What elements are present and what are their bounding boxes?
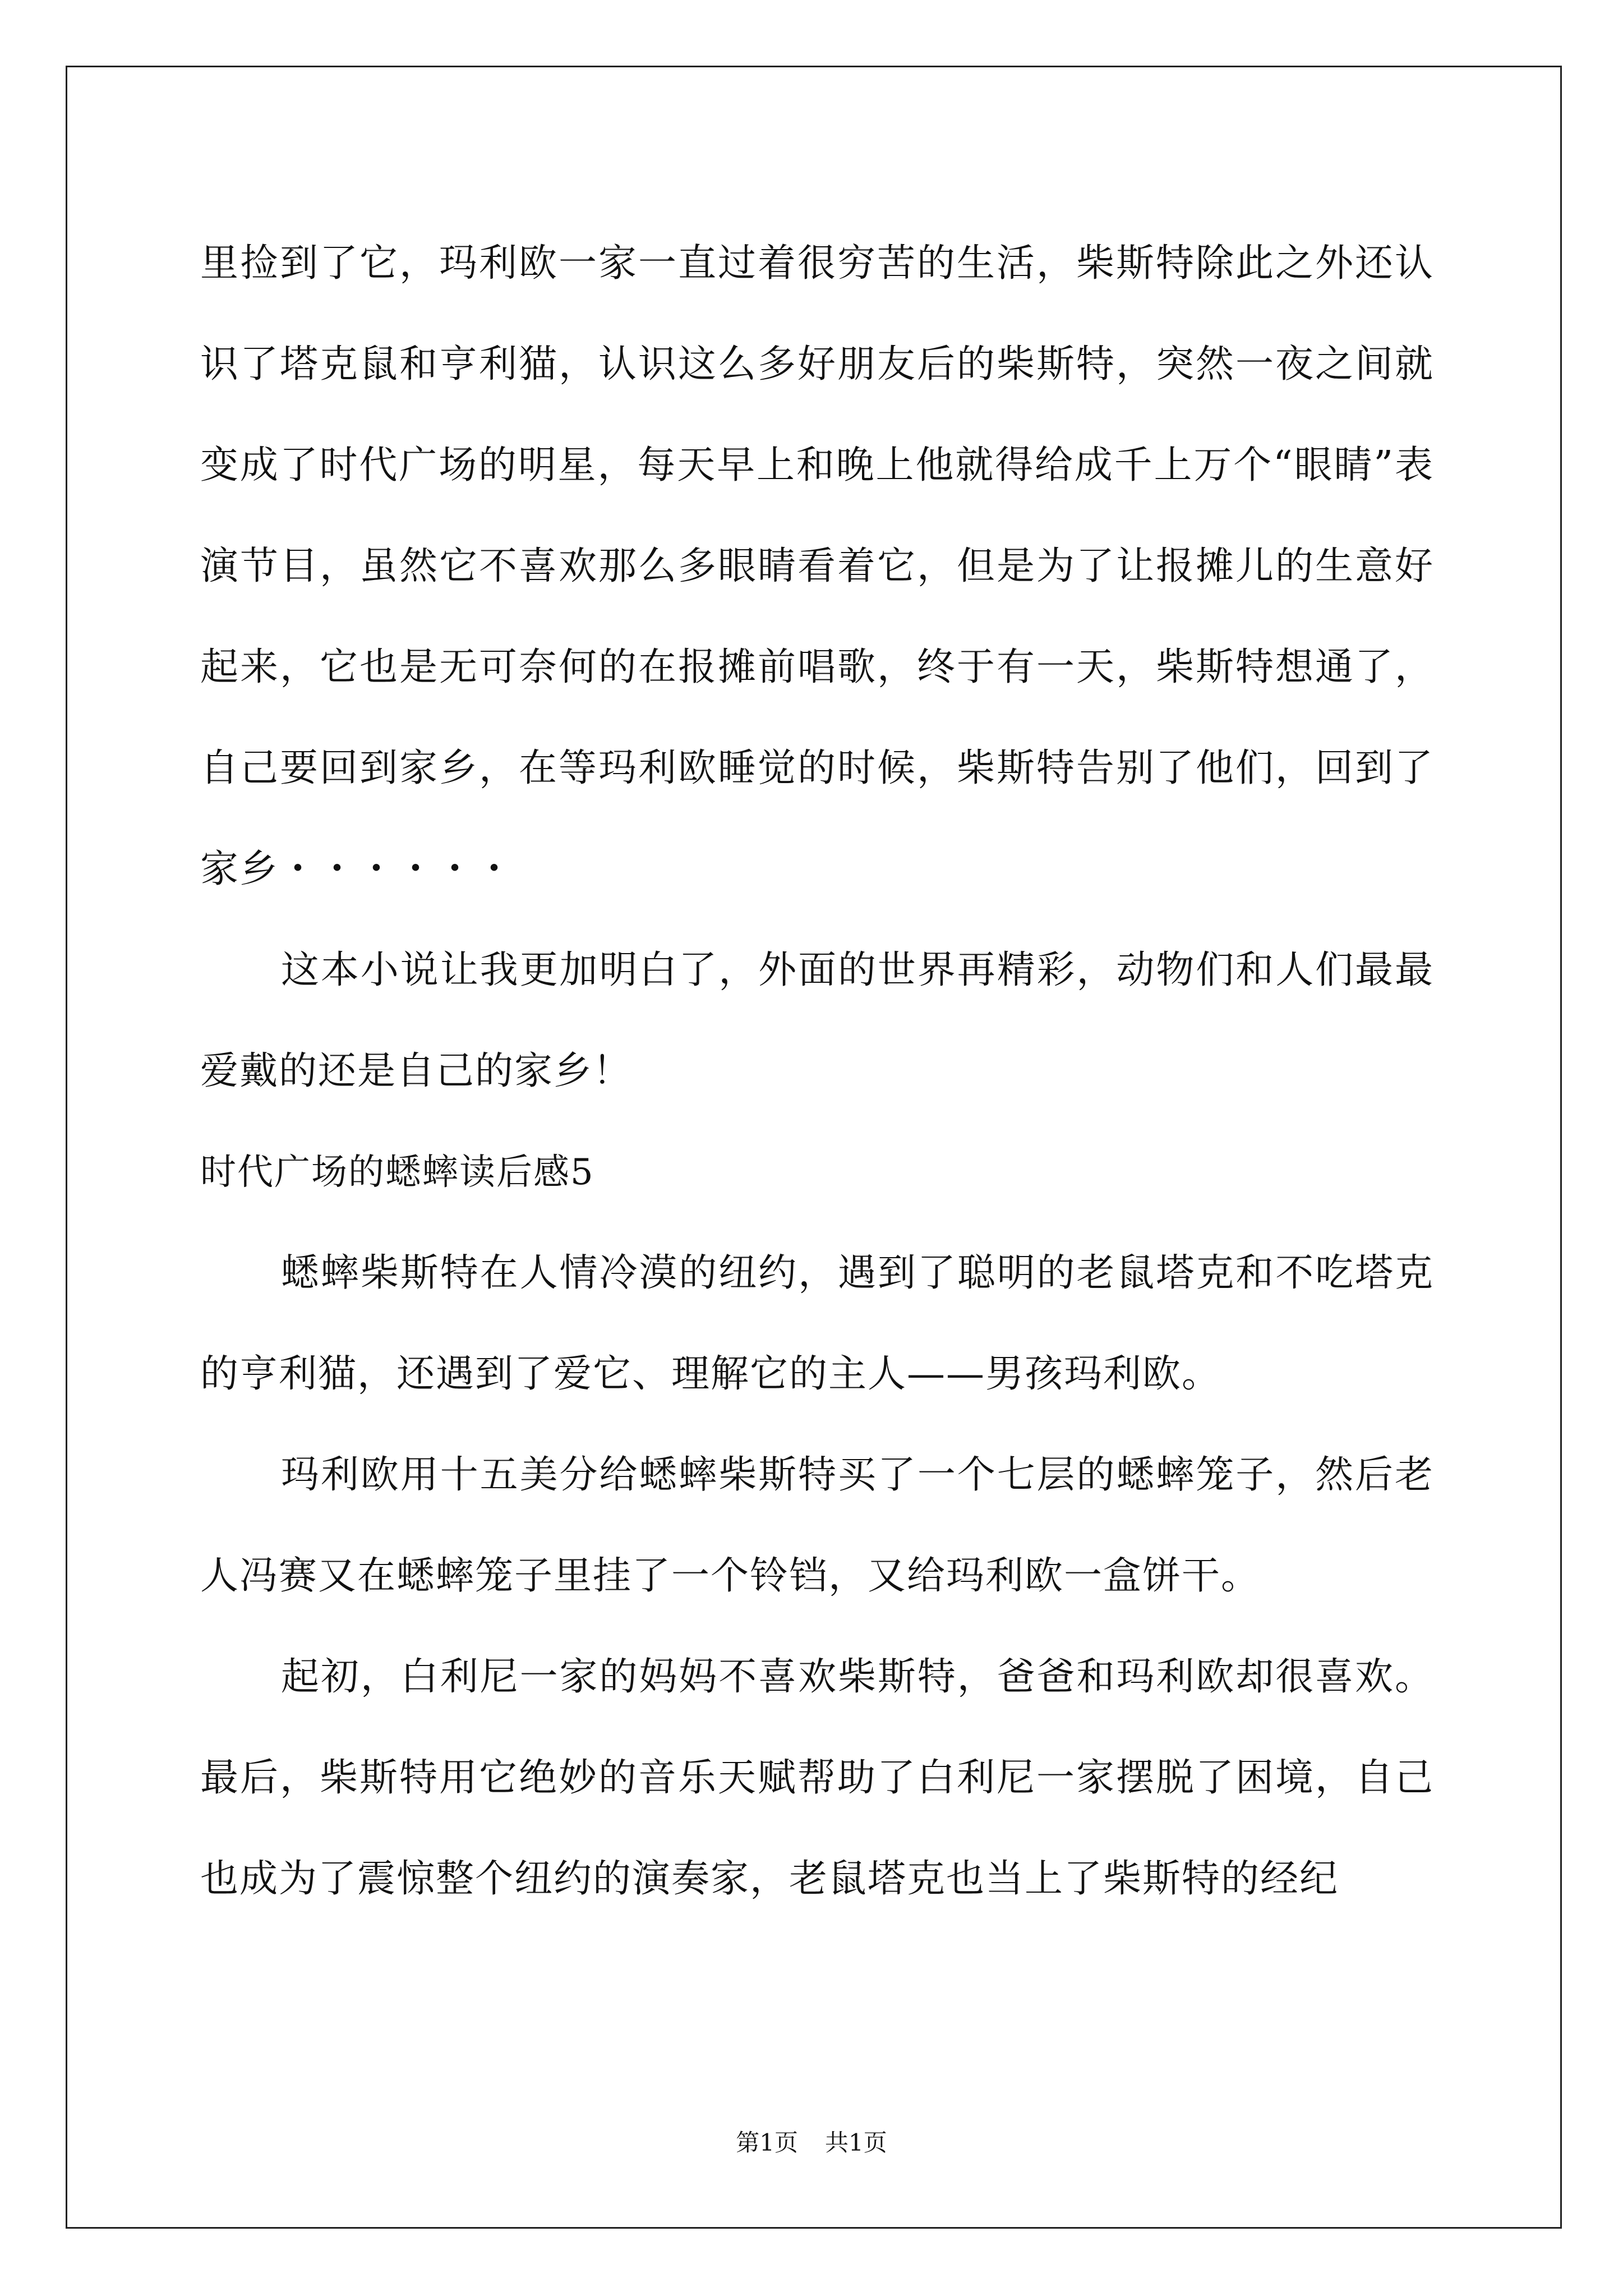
- document-body: [200, 213, 1434, 1930]
- paragraph-5: 起初，白利尼一家的妈妈不喜欢柴斯特，爸爸和玛利欧却很喜欢。最后，柴斯特用它绝妙的音乐天赋帮助了白利尼一家摆脱了困境，自己也成为了震惊整个纽约的演奏家，老鼠塔克也当上了柴斯特的经纪: [200, 1655, 1434, 1901]
- paragraph-1: 里捡到了它，玛利欧一家一直过着很穷苦的生活，柴斯特除此之外还认识了塔克鼠和亨利猫，认识这么多好朋友后的柴斯特，突然一夜之间就变成了时代广场的明星，每天早上和晚上他就得给成千上万个“眼睛”表演节目，虽然它不喜欢那么多眼睛看着它，但是为了让报摊儿的生意好起来，它也是无可奈何的在报摊前唱歌，终于有一天，柴斯特想通了，自己要回到家乡，在等玛利欧睡觉的时候，柴斯特告别了他们，回到了家乡・・・・・・: [200, 241, 1434, 891]
- page-total: 共1页: [825, 2129, 887, 2156]
- paragraph-4: 玛利欧用十五美分给蟋蟀柴斯特买了一个七层的蟋蟀笼子，然后老人冯赛又在蟋蟀笼子里挂了一个铃铛，又给玛利欧一盒饼干。: [200, 1453, 1434, 1598]
- page-footer: [0, 2126, 1623, 2160]
- section-heading: 时代广场的蟋蟀读后感5: [200, 1152, 594, 1193]
- page-number: 第1页: [736, 2129, 798, 2156]
- paragraph-3: 蟋蟀柴斯特在人情冷漠的纽约，遇到了聪明的老鼠塔克和不吃塔克的亨利猫，还遇到了爱它、理解它的主人——男孩玛利欧。: [200, 1251, 1434, 1396]
- paragraph-2: 这本小说让我更加明白了，外面的世界再精彩，动物们和人们最最爱戴的还是自己的家乡！: [200, 948, 1434, 1093]
